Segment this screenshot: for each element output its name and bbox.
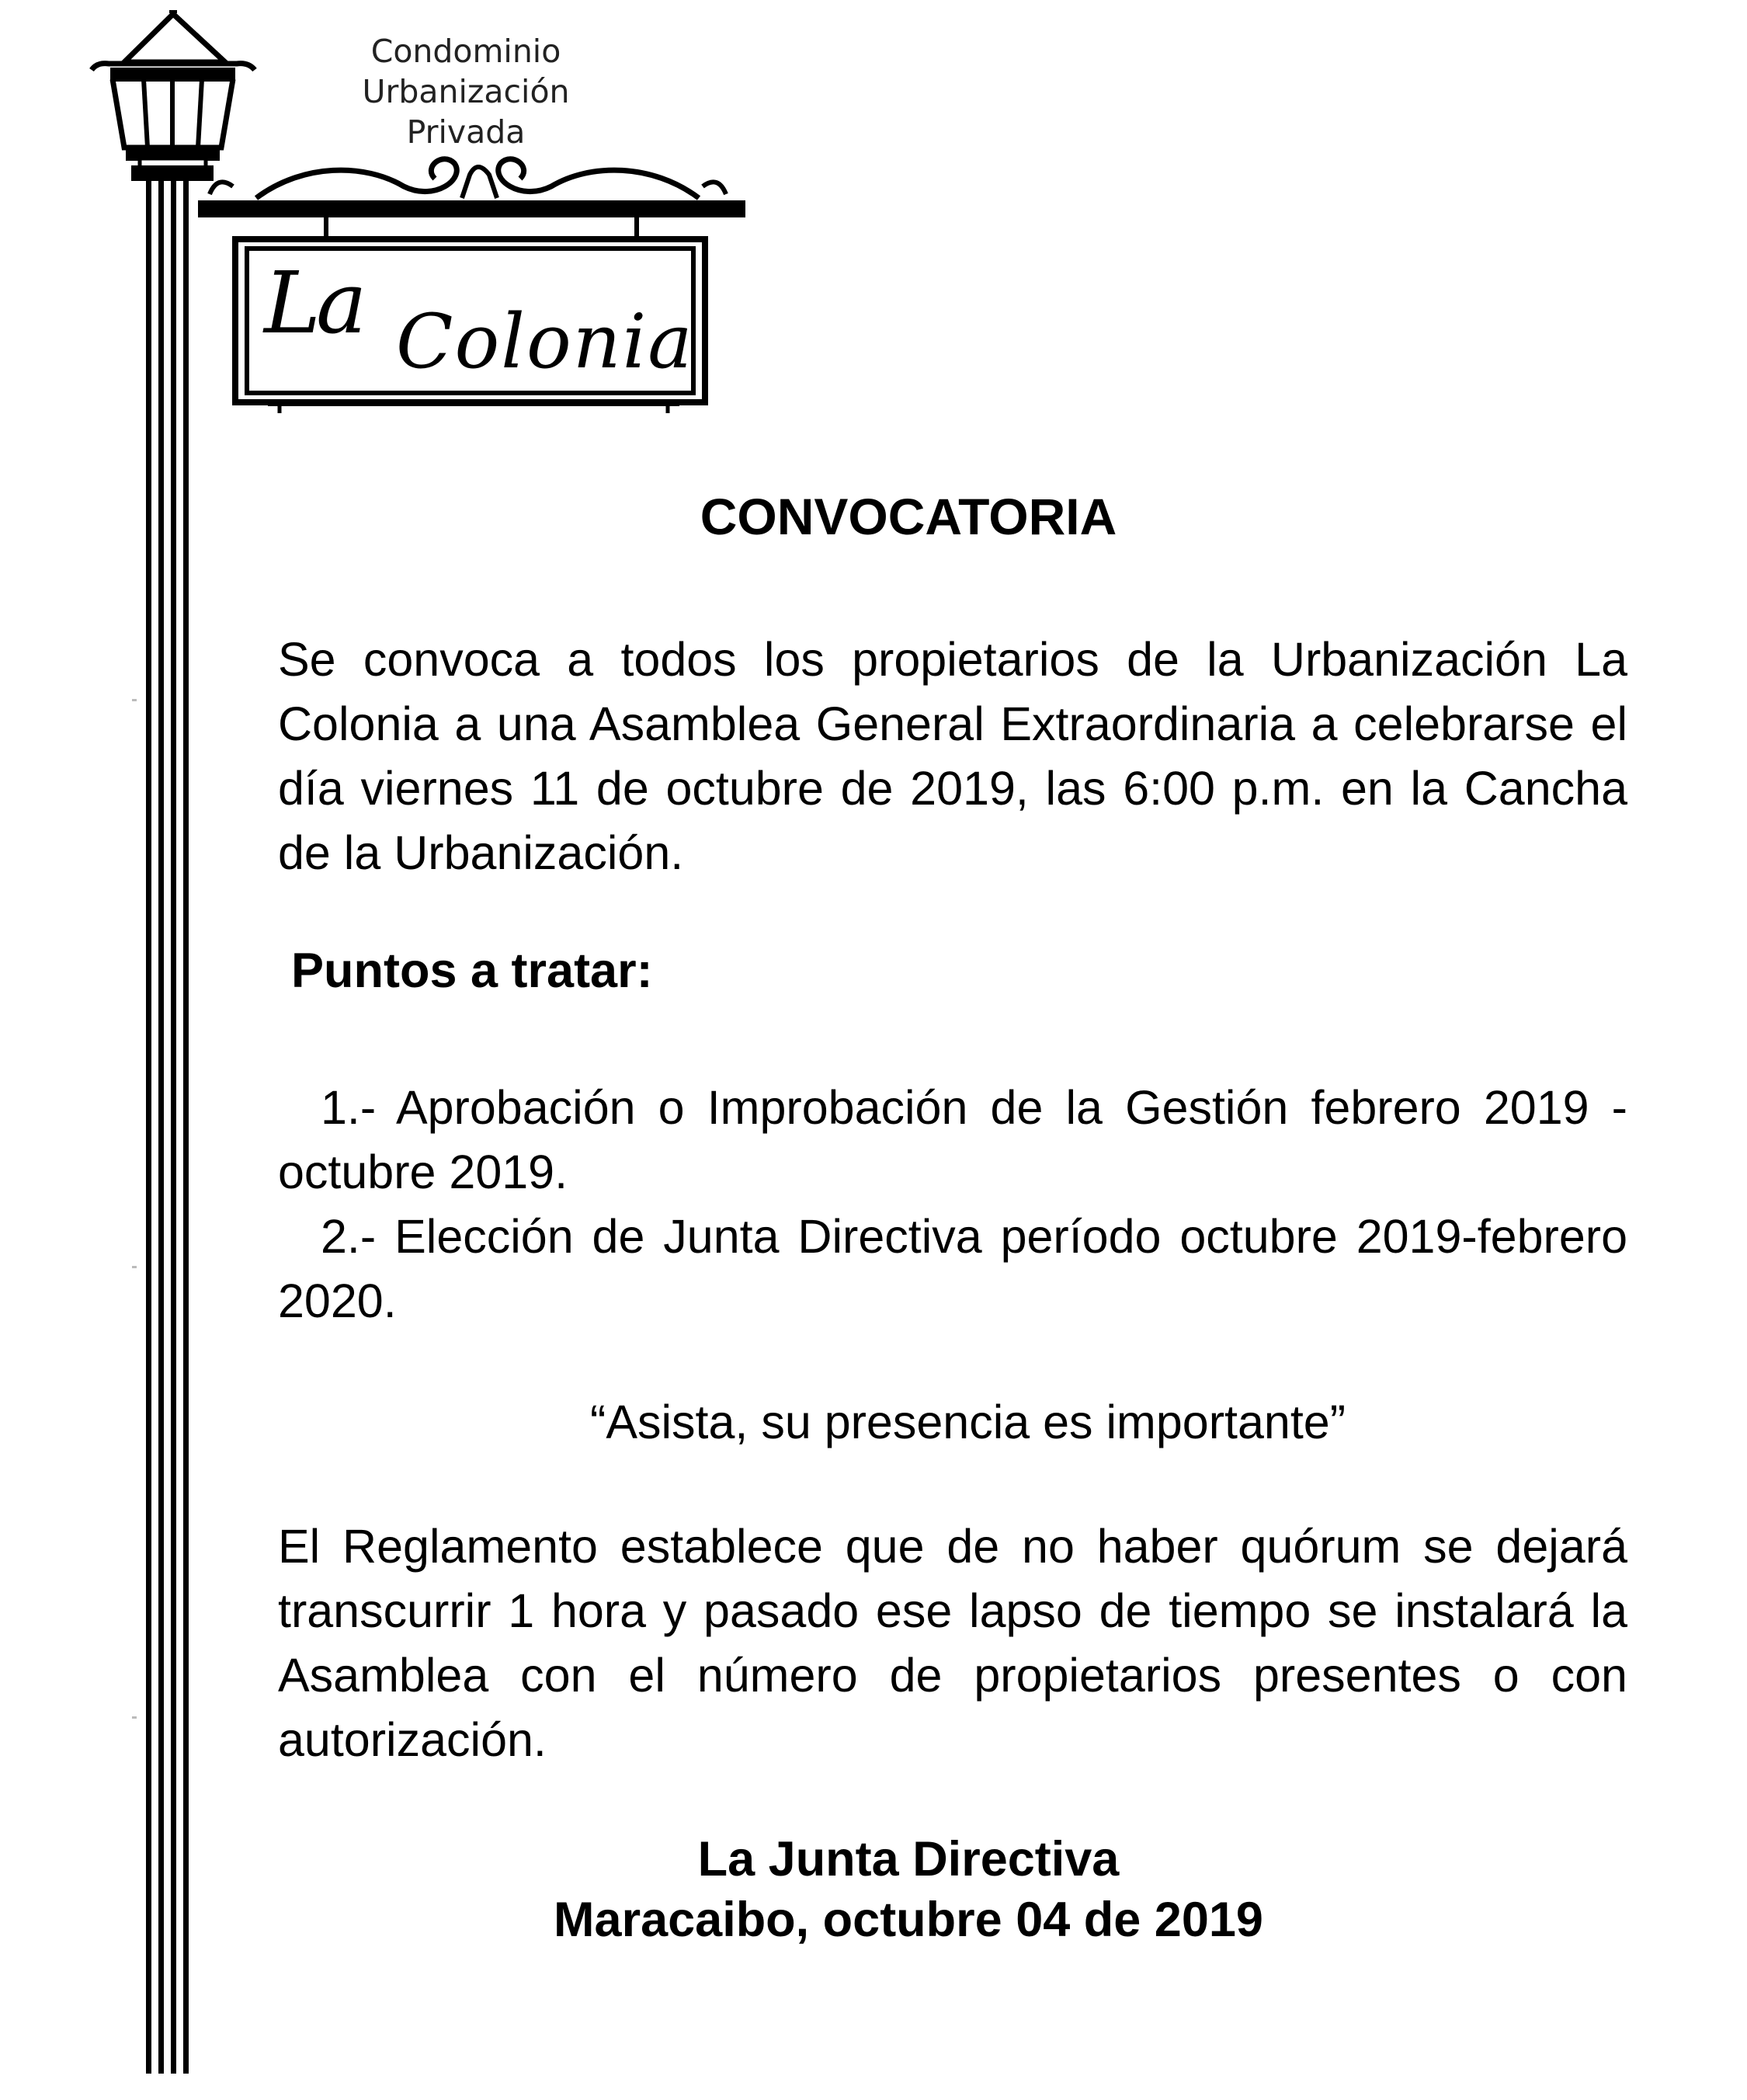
points-heading: Puntos a tratar:: [291, 944, 653, 998]
org-line-3: Privada: [406, 113, 526, 151]
logo-word-colonia: Colonia: [396, 298, 694, 385]
sign-arm-icon: [198, 159, 745, 239]
quote-text: “Asista, su presencia es importante”: [590, 1396, 1346, 1448]
logo-text: [248, 253, 694, 385]
signature-board: La Junta Directiva: [697, 1832, 1120, 1886]
logo-word-la: La: [264, 253, 363, 353]
page-title: CONVOCATORIA: [700, 488, 1117, 545]
street-lamp-icon: [92, 12, 255, 179]
org-line-1: Condominio: [370, 33, 561, 70]
rules-paragraph: El Reglamento establece que de no haber quórum se dejará transcurrir 1 hora y pasado ese lapso de tiempo se instalará la Asamblea con el número de propietarios presentes o con autorización.: [278, 1520, 1627, 1766]
list-item: 2.- Elección de Junta Directiva período octubre 2019-febrero 2020.: [278, 1210, 1627, 1327]
intro-paragraph: Se convoca a todos los propietarios de la Urbanización La Colonia a una Asamblea General Extraordinaria a celebrarse el día viernes 11 de octubre de 2019, las 6:00 p.m. en la Cancha de la Urbanización.: [278, 633, 1627, 879]
org-name: [295, 31, 637, 152]
points-list: [278, 1076, 1627, 1333]
list-item: 1.- Aprobación o Improbación de la Gestión febrero 2019 - octubre 2019.: [278, 1081, 1627, 1198]
signature-block: [0, 1829, 1747, 1950]
lamp-post-icon: [146, 179, 189, 2074]
signature-place-date: Maracaibo, octubre 04 de 2019: [554, 1893, 1263, 1947]
org-line-2: Urbanización: [362, 73, 570, 110]
